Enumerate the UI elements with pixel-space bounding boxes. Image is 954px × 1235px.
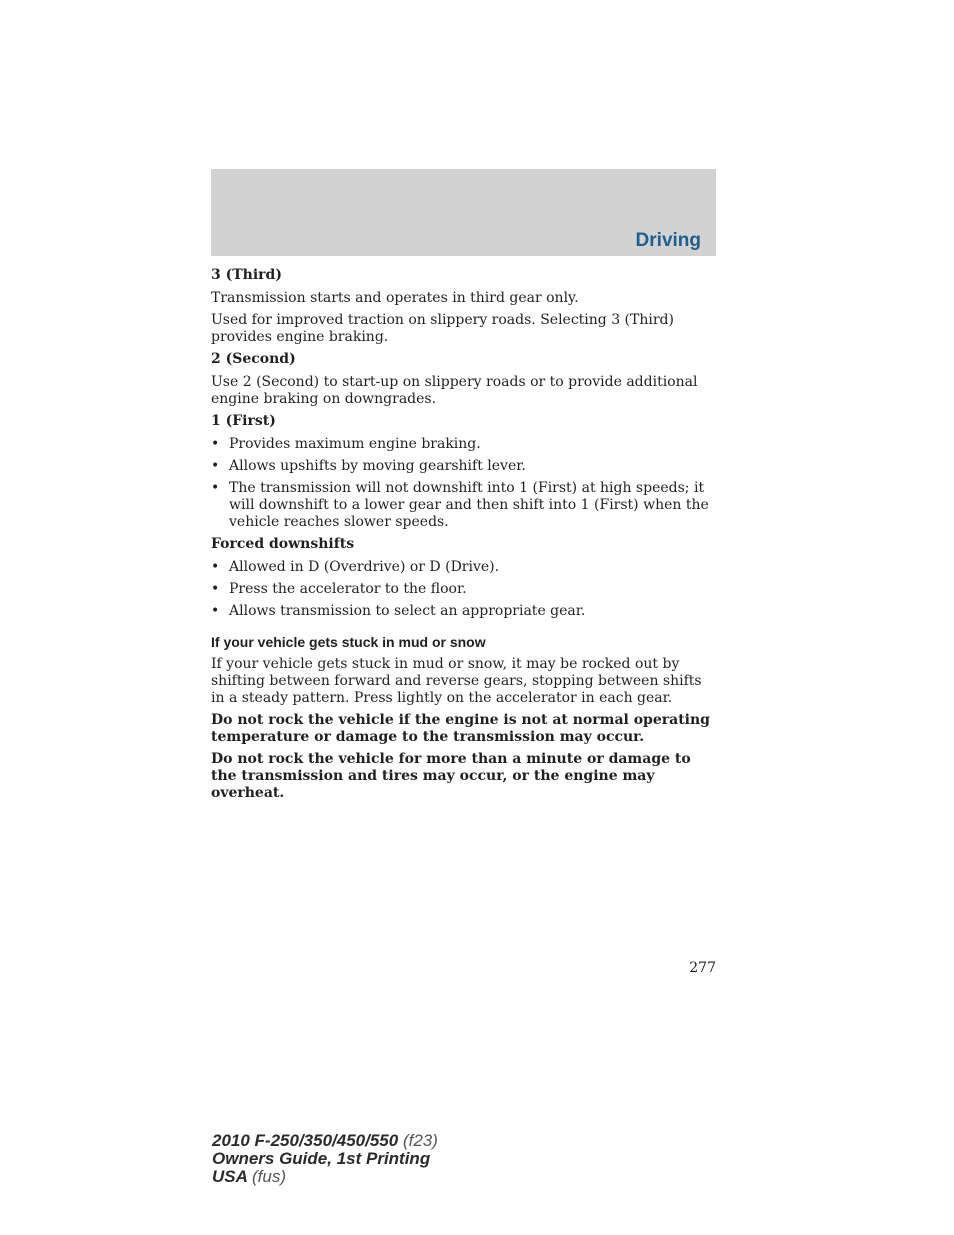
paragraph-second-1: Use 2 (Second) to start-up on slippery roads or to provide additional engine braking on downgrades. <box>211 374 698 407</box>
warning-1: Do not rock the vehicle if the engine is not at normal operating temperature or damage to the transmission may occur. <box>211 712 710 745</box>
heading-stuck-in-mud: If your vehicle gets stuck in mud or snow <box>211 634 486 650</box>
heading-third: 3 (Third) <box>211 267 282 283</box>
list-item-text: Provides maximum engine braking. <box>229 436 481 452</box>
footer-model-code: (f23) <box>402 1131 438 1150</box>
list-item-text: Press the accelerator to the floor. <box>229 581 467 597</box>
list-item <box>211 458 716 475</box>
bullet-icon: • <box>211 603 220 619</box>
list-item <box>211 603 716 620</box>
section-title: Driving <box>635 230 701 251</box>
section-header-band <box>211 169 716 256</box>
heading-forced-downshifts: Forced downshifts <box>211 536 355 552</box>
page-number: 277 <box>689 960 716 976</box>
list-item <box>211 559 716 576</box>
bullet-icon: • <box>211 480 220 496</box>
list-item-text: Allows upshifts by moving gearshift lever. <box>229 458 526 474</box>
list-item <box>211 480 716 531</box>
footer-guide: Owners Guide, 1st Printing <box>212 1149 431 1168</box>
paragraph-stuck-1: If your vehicle gets stuck in mud or snow, it may be rocked out by shifting between forward and reverse gears, stopping between shifts in a steady pattern. Press lightly on the accelerator in each gear. <box>211 656 702 706</box>
footer-region: USA <box>212 1167 248 1186</box>
bullet-icon: • <box>211 559 220 575</box>
list-forced-downshifts <box>211 559 716 620</box>
paragraph-third-1: Transmission starts and operates in third gear only. <box>211 290 579 306</box>
footer-line-guide <box>212 1150 438 1168</box>
footer-line-model <box>212 1132 438 1150</box>
document-footer <box>212 1132 438 1186</box>
list-item-text: The transmission will not downshift into 1 (First) at high speeds; it will downshift to a lower gear and then shift into 1 (First) when the vehicle reaches slower speeds. <box>229 480 709 530</box>
bullet-icon: • <box>211 458 220 474</box>
footer-region-code: (fus) <box>252 1167 286 1186</box>
paragraph-third-2: Used for improved traction on slippery roads. Selecting 3 (Third) provides engine braking. <box>211 312 674 345</box>
warning-2: Do not rock the vehicle for more than a minute or damage to the transmission and tires may occur, or the engine may overheat. <box>211 751 691 801</box>
bullet-icon: • <box>211 436 220 452</box>
list-first <box>211 436 716 531</box>
heading-first: 1 (First) <box>211 413 276 429</box>
page-content <box>211 267 716 807</box>
heading-second: 2 (Second) <box>211 351 296 367</box>
footer-model: 2010 F-250/350/450/550 <box>212 1131 399 1150</box>
list-item <box>211 581 716 598</box>
list-item <box>211 436 716 453</box>
footer-line-region <box>212 1168 438 1186</box>
bullet-icon: • <box>211 581 220 597</box>
list-item-text: Allowed in D (Overdrive) or D (Drive). <box>229 559 500 575</box>
list-item-text: Allows transmission to select an appropriate gear. <box>229 603 586 619</box>
